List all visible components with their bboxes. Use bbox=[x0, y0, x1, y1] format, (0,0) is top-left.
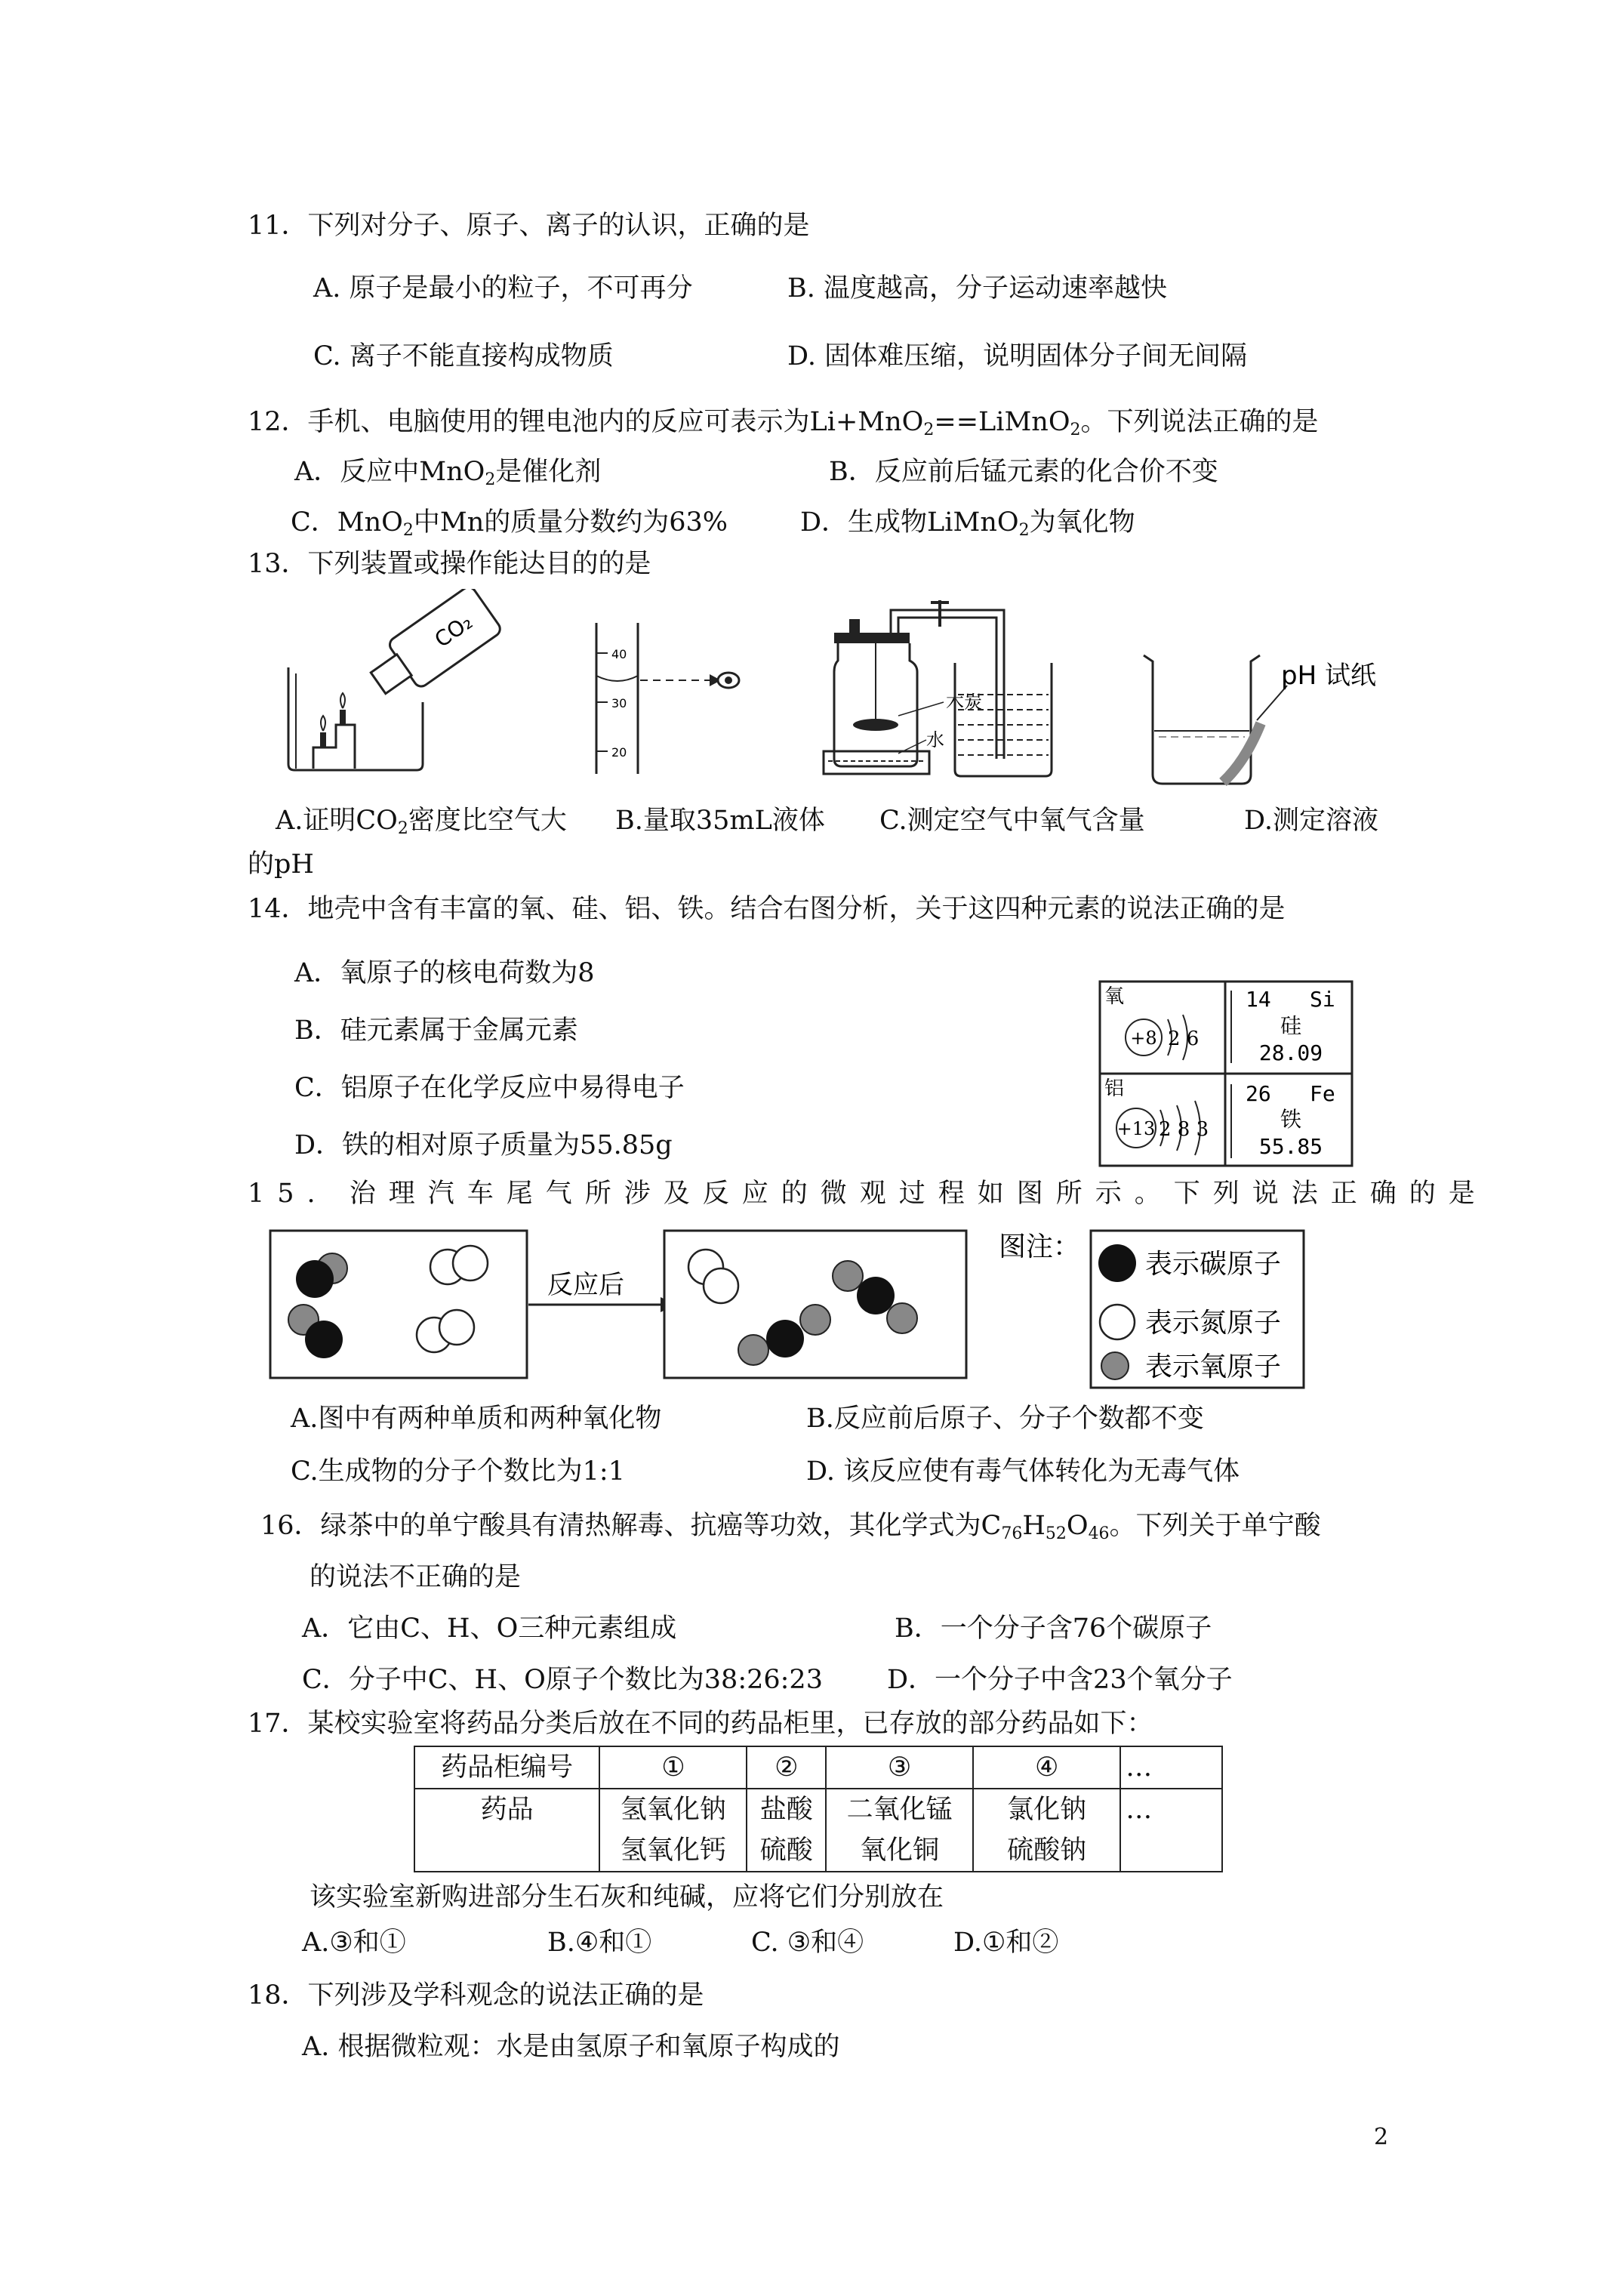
ph-paper-figure bbox=[1136, 648, 1408, 814]
q17-stem: 17．某校实验室将药品分类后放在不同的药品柜里，已存放的部分药品如下： bbox=[248, 1709, 1153, 1739]
q14-stem: 14．地壳中含有丰富的氧、硅、铝、铁。结合右图分析，关于这四种元素的说法正确的是 bbox=[248, 894, 1286, 924]
q11-option-c: C. 离子不能直接构成物质 bbox=[313, 341, 614, 371]
q15-option-b: B.反应前后原子、分子个数都不变 bbox=[806, 1404, 1204, 1434]
q14-option-a: A．氧原子的核电荷数为8 bbox=[294, 958, 595, 988]
q17-option-b: B.④和① bbox=[547, 1928, 652, 1958]
silicon-name: 硅 bbox=[1280, 1013, 1302, 1038]
oxygen-name: 氧 bbox=[1104, 985, 1125, 1008]
q17-option-c: C. ③和④ bbox=[751, 1928, 864, 1958]
aluminum-nucleus: +13 bbox=[1116, 1118, 1156, 1139]
q13-option-d-line1: D.测定溶液 bbox=[1244, 806, 1378, 836]
table-row-label: 药品 bbox=[414, 1789, 599, 1872]
q11-option-d: D. 固体难压缩，说明固体分子间无间隔 bbox=[787, 341, 1248, 371]
cylinder-figure bbox=[581, 623, 778, 812]
legend-carbon: 表示碳原子 bbox=[1145, 1249, 1282, 1280]
q13-stem: 13．下列装置或操作能达目的的是 bbox=[248, 549, 651, 579]
co2-pour-figure bbox=[279, 589, 506, 778]
q14-option-b: B．硅元素属于金属元素 bbox=[294, 1015, 578, 1046]
q12-option-d: D．生成物LiMnO$_2$为氧化物 bbox=[800, 507, 1135, 540]
q15-stem: 15. 治理汽车尾气所涉及反应的微观过程如图所示。下列说法正确的是 bbox=[248, 1179, 1488, 1209]
table-cell: 盐酸 硫酸 bbox=[747, 1789, 826, 1872]
q11-option-b: B. 温度越高，分子运动速率越快 bbox=[787, 273, 1167, 304]
tick-40: 40 bbox=[611, 647, 627, 661]
legend-title: 图注： bbox=[999, 1231, 1081, 1262]
q13-option-c: C.测定空气中氧气含量 bbox=[879, 806, 1145, 836]
q14-option-c: C．铝原子在化学反应中易得电子 bbox=[294, 1073, 685, 1103]
aluminum-shells: 2 8 3 bbox=[1159, 1118, 1209, 1141]
q12-option-a: A．反应中MnO$_2$是催化剂 bbox=[294, 457, 602, 489]
q15-option-a: A.图中有两种单质和两种氧化物 bbox=[291, 1404, 662, 1434]
arrow-label: 反应后 bbox=[547, 1270, 624, 1300]
q16-stem-line2: 的说法不正确的是 bbox=[310, 1562, 522, 1592]
legend-oxygen: 表示氧原子 bbox=[1145, 1351, 1282, 1382]
iron-symbol: Fe bbox=[1310, 1081, 1335, 1106]
table-header-2: ② bbox=[747, 1746, 826, 1789]
table-header-row bbox=[414, 1746, 1222, 1789]
silicon-symbol: Si bbox=[1310, 987, 1335, 1012]
iron-mass: 55.85 bbox=[1258, 1134, 1323, 1159]
co2-bottle-label: CO₂ bbox=[430, 609, 477, 653]
tick-20: 20 bbox=[611, 745, 627, 760]
medicine-cabinet-table bbox=[414, 1746, 1223, 1872]
page-number: 2 bbox=[1374, 2124, 1389, 2150]
table-header-5: … bbox=[1120, 1746, 1222, 1789]
oxygen-nucleus: +8 bbox=[1130, 1028, 1157, 1049]
q16-option-a: A．它由C、H、O三种元素组成 bbox=[302, 1613, 677, 1644]
q11-option-a: A. 原子是最小的粒子，不可再分 bbox=[313, 273, 693, 304]
table-header-3: ③ bbox=[826, 1746, 973, 1789]
silicon-mass: 28.09 bbox=[1258, 1040, 1323, 1065]
oxygen-apparatus-figure bbox=[819, 589, 1106, 785]
iron-number: 26 bbox=[1246, 1081, 1271, 1106]
table-cell: … bbox=[1120, 1789, 1222, 1872]
q16-option-d: D．一个分子中含23个氧分子 bbox=[887, 1665, 1233, 1695]
q18-option-a: A. 根据微粒观：水是由氢原子和氧原子构成的 bbox=[302, 2032, 840, 2062]
q18-stem: 18．下列涉及学科观念的说法正确的是 bbox=[248, 1980, 704, 2011]
element-card-figure bbox=[1098, 980, 1355, 1169]
q17-after-table: 该实验室新购进部分生石灰和纯碱，应将它们分别放在 bbox=[310, 1882, 944, 1912]
tick-30: 30 bbox=[611, 696, 627, 710]
q14-option-d: D．铁的相对原子质量为55.85g bbox=[294, 1130, 673, 1160]
table-row bbox=[414, 1789, 1222, 1872]
q13-option-b: B.量取35mL液体 bbox=[615, 806, 825, 836]
q12-option-c: C．MnO$_2$中Mn的质量分数约为63% bbox=[291, 507, 728, 540]
q11-stem: 11．下列对分子、原子、离子的认识，正确的是 bbox=[248, 211, 810, 241]
water-label: 水 bbox=[926, 729, 944, 750]
table-cell: 二氧化锰 氧化铜 bbox=[826, 1789, 973, 1872]
q16-option-b: B．一个分子含76个碳原子 bbox=[895, 1613, 1212, 1644]
aluminum-name: 铝 bbox=[1104, 1077, 1125, 1100]
table-header-4: ④ bbox=[973, 1746, 1120, 1789]
silicon-number: 14 bbox=[1246, 987, 1271, 1012]
q15-option-d: D. 该反应使有毒气体转化为无毒气体 bbox=[806, 1456, 1240, 1487]
table-cell: 氢氧化钠 氢氧化钙 bbox=[599, 1789, 747, 1872]
table-cell: 氯化钠 硫酸钠 bbox=[973, 1789, 1120, 1872]
q12-stem: 12．手机、电脑使用的锂电池内的反应可表示为Li+MnO$_2$==LiMnO$_2$。下列说法正确的是 bbox=[248, 407, 1319, 439]
table-header-cabinet: 药品柜编号 bbox=[414, 1746, 599, 1789]
iron-name: 铁 bbox=[1280, 1107, 1302, 1132]
q16-option-c: C．分子中C、H、O原子个数比为38:26:23 bbox=[302, 1665, 823, 1695]
q12-option-b: B．反应前后锰元素的化合价不变 bbox=[829, 457, 1218, 487]
charcoal-label: 木炭 bbox=[946, 692, 982, 713]
legend-nitrogen: 表示氮原子 bbox=[1145, 1308, 1282, 1339]
ph-paper-label: pH 试纸 bbox=[1281, 661, 1376, 691]
q13-option-d-line2: 的pH bbox=[248, 849, 314, 880]
q13-option-a: A.证明$CO_2$密度比空气大 bbox=[276, 806, 567, 838]
q17-option-a: A.③和① bbox=[302, 1928, 406, 1958]
reaction-microscopic-figure bbox=[268, 1222, 1310, 1395]
table-header-1: ① bbox=[599, 1746, 747, 1789]
q15-option-c: C.生成物的分子个数比为1:1 bbox=[291, 1456, 625, 1487]
q16-stem-line1: 16．绿茶中的单宁酸具有清热解毒、抗癌等功效，其化学式为$C_{76}H_{52}O_{46}$。下列关于单宁酸 bbox=[260, 1511, 1321, 1543]
oxygen-shells: 2 6 bbox=[1168, 1028, 1200, 1050]
q17-option-d: D.①和② bbox=[953, 1928, 1059, 1958]
